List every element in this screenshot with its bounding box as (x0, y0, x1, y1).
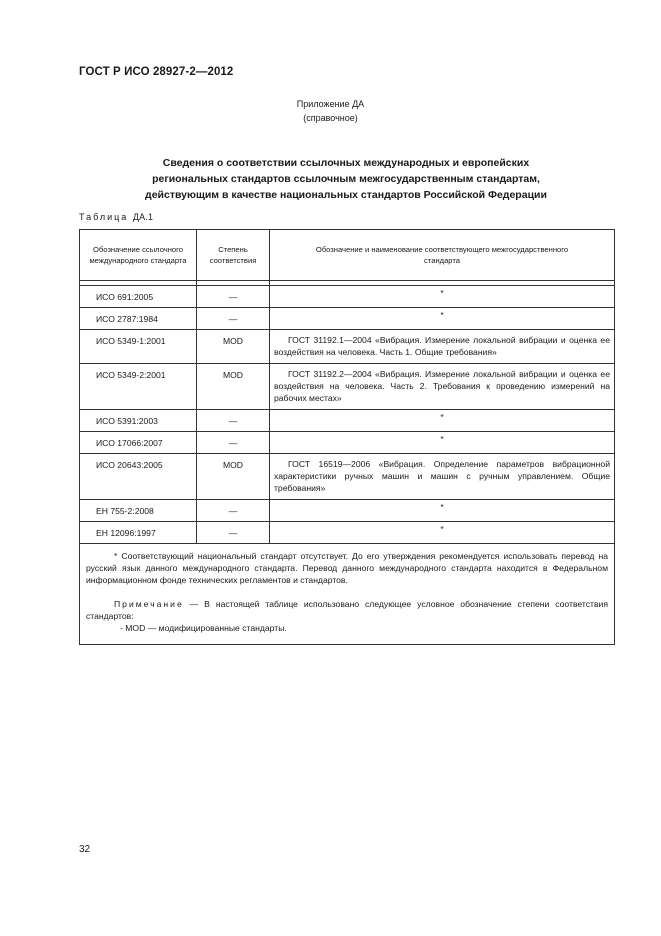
table-caption-number: ДА.1 (132, 212, 154, 222)
table-footer (80, 544, 615, 645)
national-standard-cell: * (270, 410, 615, 432)
note-text: — В настоящей таблице использовано следующее условное обозначение степени соответствия стандартов: (86, 599, 609, 621)
degree-cell: — (197, 432, 270, 454)
standard-code: ГОСТ Р ИСО 28927-2—2012 (79, 66, 234, 78)
degree-cell: — (197, 308, 270, 330)
page-number: 32 (79, 844, 91, 855)
correspondence-table (79, 229, 615, 645)
table-row (80, 364, 615, 410)
table-row (80, 432, 615, 454)
degree-cell: — (197, 500, 270, 522)
annex-title: Приложение ДА (296, 99, 365, 109)
national-standard-cell: * (270, 286, 615, 308)
degree-cell: MOD (197, 454, 270, 500)
national-standard-text: ГОСТ 31192.1—2004 «Вибрация. Измерение локальной вибрации и оценка ее воздействия на человека. Часть 1. Общие требования» (274, 335, 610, 357)
table-caption-label: Таблица (79, 212, 129, 222)
note (86, 598, 608, 622)
table-row (80, 410, 615, 432)
ref-standard-cell: ИСО 17066:2007 (80, 432, 197, 454)
national-standard-text: ГОСТ 16519—2006 «Вибрация. Определение параметров вибрационной характеристики ручных машин и машин с ручным управлением. Общие требования» (274, 459, 610, 493)
ref-standard-cell: ИСО 2787:1984 (80, 308, 197, 330)
ref-standard-cell: ИСО 5391:2003 (80, 410, 197, 432)
ref-standard-cell: ИСО 20643:2005 (80, 454, 197, 500)
header-degree: Степень соответствия (197, 230, 270, 281)
national-standard-cell (270, 454, 615, 500)
national-standard-cell: * (270, 432, 615, 454)
table-row (80, 330, 615, 364)
table-header-row (80, 230, 615, 281)
degree-cell: MOD (197, 330, 270, 364)
table-caption (79, 212, 153, 222)
annex-subtitle: (справочное) (303, 113, 358, 123)
note-item: - MOD — модифицированные стандарты. (120, 623, 287, 633)
national-standard-cell (270, 364, 615, 410)
table-footer-row (80, 544, 615, 645)
title-line: региональных стандартов ссылочным межгосударственным стандартам, (152, 173, 540, 185)
ref-standard-cell: ЕН 12096:1997 (80, 522, 197, 544)
table-row (80, 522, 615, 544)
national-standard-cell: * (270, 522, 615, 544)
degree-cell: — (197, 410, 270, 432)
table-row (80, 500, 615, 522)
degree-cell: — (197, 286, 270, 308)
ref-standard-cell: ИСО 691:2005 (80, 286, 197, 308)
table-row (80, 308, 615, 330)
degree-cell: — (197, 522, 270, 544)
note-label: Примечание (114, 599, 184, 609)
ref-standard-cell: ИСО 5349-2:2001 (80, 364, 197, 410)
national-standard-cell: * (270, 308, 615, 330)
degree-cell: MOD (197, 364, 270, 410)
document-title (100, 155, 592, 203)
national-standard-text: ГОСТ 31192.2—2004 «Вибрация. Измерение локальной вибрации и оценка ее воздействия на человека. Часть 2. Требования к проведению измерений на рабочих местах» (274, 369, 610, 403)
header-national-standard: Обозначение и наименование соответствующего межгосударственного стандарта (270, 230, 615, 281)
title-line: действующим в качестве национальных стандартов Российской Федерации (145, 189, 547, 201)
ref-standard-cell: ЕН 755-2:2008 (80, 500, 197, 522)
table-row (80, 454, 615, 500)
title-line: Сведения о соответствии ссылочных международных и европейских (162, 157, 530, 169)
ref-standard-cell: ИСО 5349-1:2001 (80, 330, 197, 364)
header-ref-standard: Обозначение ссылочного международного стандарта (80, 230, 197, 281)
footnote: * Соответствующий национальный стандарт отсутствует. До его утверждения рекомендуется использовать перевод на русский язык данного международного стандарта. Перевод данного международного стандарта находится в Федеральном информационном фонде технических регламентов и стандартов. (86, 551, 608, 585)
national-standard-cell (270, 330, 615, 364)
national-standard-cell: * (270, 500, 615, 522)
table-row (80, 286, 615, 308)
